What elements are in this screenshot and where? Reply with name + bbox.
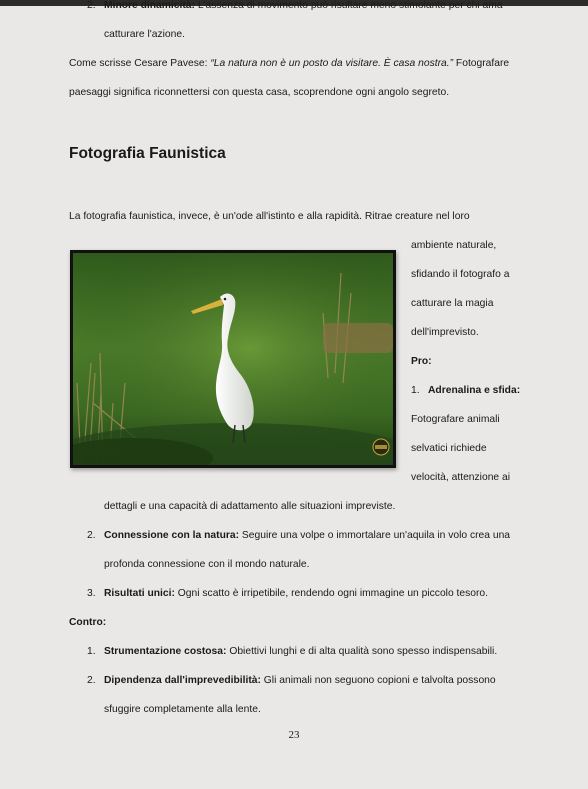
pro-1-side-line-1: Fotografare animali	[411, 414, 500, 425]
intro-side-line-3: catturare la magia	[411, 298, 494, 309]
egret-photo	[70, 250, 396, 468]
pro-1-side-line-3: velocità, attenzione ai	[411, 472, 511, 483]
contro-label: Contro:	[69, 617, 107, 628]
intro-side-line-1: ambiente naturale,	[411, 240, 497, 251]
list-item: 1. Strumentazione costosa: Obiettivi lunghi e di alta qualità sono spesso indispensabili.	[87, 646, 498, 657]
pro-2-continuation: profonda connessione con il mondo naturale.	[104, 559, 310, 570]
pro-1-continuation: dettagli e una capacità di adattamento alle situazioni impreviste.	[104, 501, 396, 512]
contro-2-continuation: sfuggire completamente alla lente.	[104, 704, 261, 715]
pavese-paragraph: Come scrisse Cesare Pavese: “La natura non è un posto da visitare. È casa nostra.” Fotografare	[69, 58, 510, 69]
pro-label: Pro:	[411, 356, 432, 367]
intro-paragraph: La fotografia faunistica, invece, è un'ode all'istinto e alla rapidità. Ritrae creature nel loro	[69, 211, 470, 222]
list-item: 1. Adrenalina e sfida:	[411, 385, 521, 396]
list-item: 2. Minore dinamicità: L'assenza di movimento può risultare meno stimolante per chi ama	[87, 0, 503, 11]
intro-side-line-2: sfidando il fotografo a	[411, 269, 510, 280]
list-item: 2. Dipendenza dall'imprevedibilità: Gli animali non seguono copioni e talvolta possono	[87, 675, 496, 686]
list-item: 3. Risultati unici: Ogni scatto è irripetibile, rendendo ogni immagine un piccolo tesoro.	[87, 588, 489, 599]
list-item-continuation: catturare l'azione.	[104, 29, 185, 40]
pavese-paragraph-line2: paesaggi significa riconnettersi con questa casa, scoprendone ogni angolo segreto.	[69, 87, 450, 98]
photographer-watermark-icon	[373, 439, 389, 455]
list-item: 2. Connessione con la natura: Seguire una volpe o immortalare un'aquila in volo crea una	[87, 530, 511, 541]
intro-side-line-4: dell'imprevisto.	[411, 327, 479, 338]
page-number: 23	[288, 729, 300, 741]
pro-1-side-line-2: selvatici richiede	[411, 443, 487, 454]
section-title: Fotografia Faunistica	[69, 145, 226, 162]
